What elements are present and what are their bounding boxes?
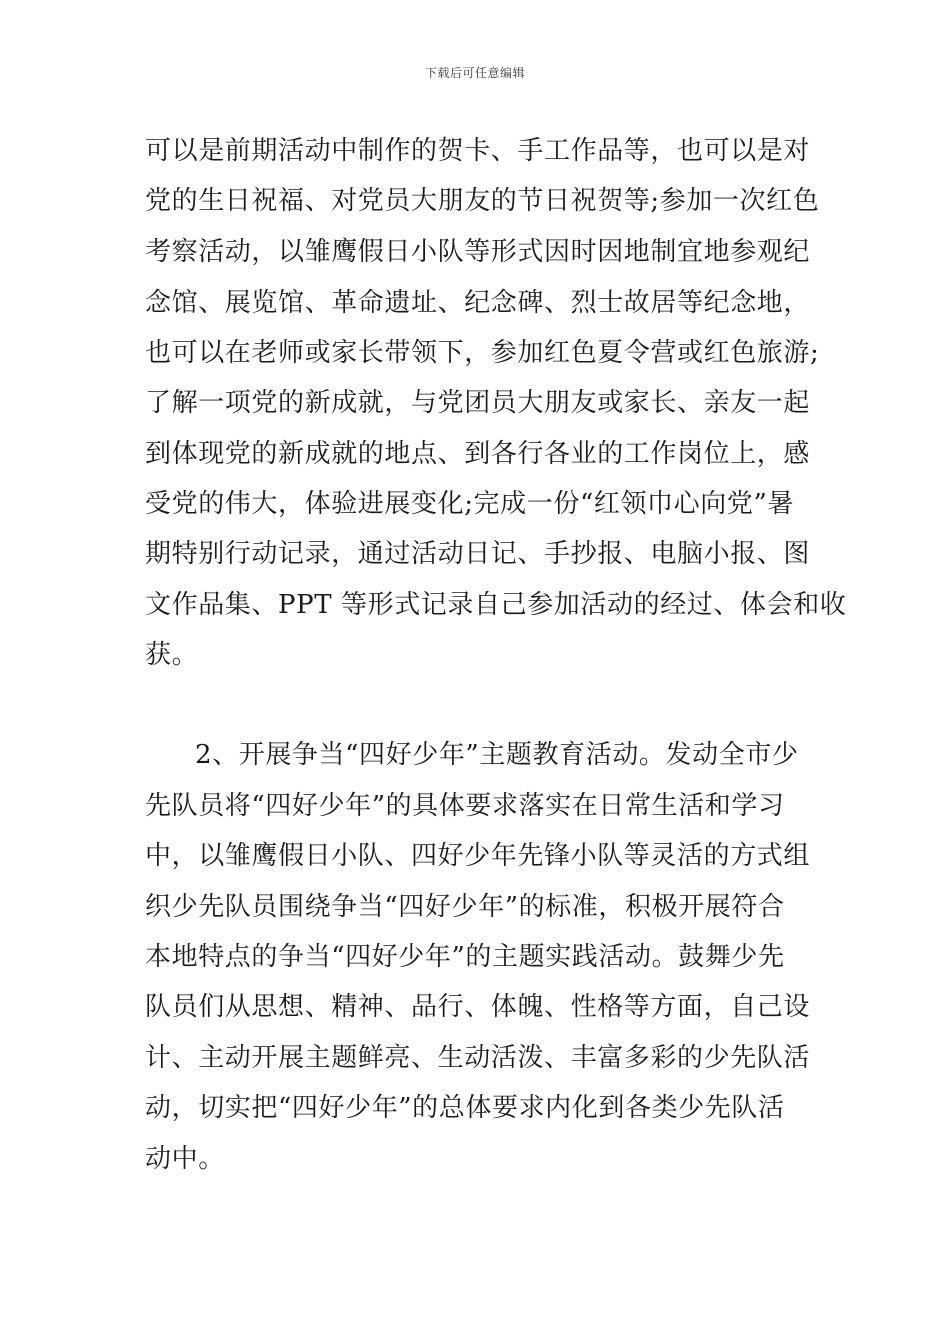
paragraph-2-line: 本地特点的争当“四好少年”的主题实践活动。鼓舞少先 <box>145 942 785 972</box>
paragraph-1-line: 获。 <box>145 640 199 670</box>
paragraph-2-line: 队员们从思想、精神、品行、体魄、性格等方面，自己设 <box>145 992 811 1022</box>
paragraph-1-line: 念馆、展览馆、革命遗址、纪念碑、烈士故居等纪念地， <box>145 288 811 318</box>
paragraph-1-line: 期特别行动记录，通过活动日记、手抄报、电脑小报、图 <box>145 539 811 569</box>
paragraph-1-line: 受党的伟大，体验进展变化;完成一份“红领巾心向党”暑 <box>145 489 794 519</box>
paragraph-2-line: 中，以雏鹰假日小队、四好少年先锋小队等灵活的方式组 <box>145 841 811 871</box>
paragraph-1-line: 可以是前期活动中制作的贺卡、手工作品等，也可以是对 <box>145 136 811 166</box>
paragraph-2-line: 先队员将“四好少年”的具体要求落实在日常生活和学习 <box>145 791 785 821</box>
paragraph-2-line: 织少先队员围绕争当“四好少年”的标准，积极开展符合 <box>145 892 785 922</box>
paragraph-2-line: 动中。 <box>145 1144 225 1174</box>
paragraph-1-line: 了解一项党的新成就，与党团员大朋友或家长、亲友一起 <box>145 388 811 418</box>
paragraph-1-line: 也可以在老师或家长带领下，参加红色夏令营或红色旅游; <box>145 338 820 368</box>
paragraph-2-line: 动，切实把“四好少年”的总体要求内化到各类少先队活 <box>145 1093 785 1123</box>
paragraph-2-line: 2、开展争当“四好少年”主题教育活动。发动全市少 <box>195 740 799 770</box>
paragraph-2-line: 计、主动开展主题鲜亮、生动活泼、丰富多彩的少先队活 <box>145 1043 811 1073</box>
paragraph-1-line: 文作品集、PPT 等形式记录自己参加活动的经过、体会和收 <box>145 590 847 620</box>
page-header: 下载后可任意编辑 <box>424 66 525 80</box>
paragraph-1-line: 考察活动，以雏鹰假日小队等形式因时因地制宜地参观纪 <box>145 237 811 267</box>
paragraph-1-line: 党的生日祝福、对党员大朋友的节日祝贺等;参加一次红色 <box>145 186 820 216</box>
paragraph-1-line: 到体现党的新成就的地点、到各行各业的工作岗位上，感 <box>145 439 811 469</box>
